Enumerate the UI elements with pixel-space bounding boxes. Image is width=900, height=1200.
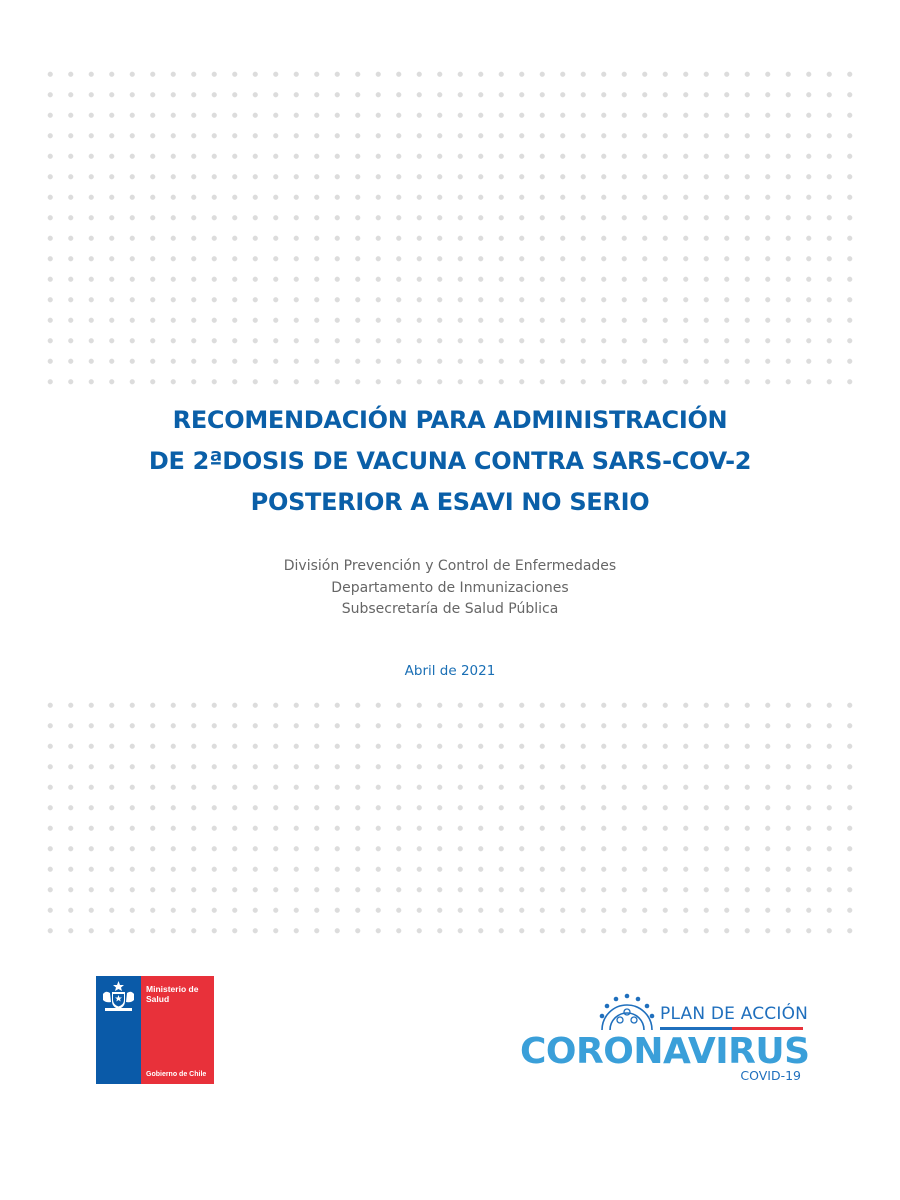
virus-icon bbox=[598, 992, 656, 1032]
government-name: Gobierno de Chile bbox=[146, 1071, 207, 1078]
title-line-1: RECOMENDACIÓN PARA ADMINISTRACIÓN bbox=[172, 406, 728, 434]
campaign-main: CORONAVIRUS bbox=[520, 1031, 810, 1072]
ministry-name: Ministerio de Salud bbox=[146, 984, 199, 1004]
document-title bbox=[0, 400, 900, 523]
title-line-2: DE 2ªDOSIS DE VACUNA CONTRA SARS-COV-2 bbox=[148, 447, 752, 475]
division-text: División Prevención y Control de Enfermedades bbox=[283, 558, 617, 574]
subsecretary-text: Subsecretaría de Salud Pública bbox=[341, 601, 559, 617]
coat-of-arms-icon bbox=[100, 980, 137, 1014]
dot-pattern-bottom bbox=[40, 695, 860, 940]
title-line-3: POSTERIOR A ESAVI NO SERIO bbox=[250, 488, 650, 516]
campaign-label: PLAN DE ACCIÓN bbox=[660, 1004, 809, 1024]
document-authors bbox=[0, 556, 900, 621]
campaign-logo bbox=[520, 992, 810, 1087]
document-date: Abril de 2021 bbox=[404, 663, 496, 679]
dot-pattern-top bbox=[40, 64, 860, 392]
ministry-logo bbox=[96, 976, 214, 1084]
campaign-sub: COVID-19 bbox=[740, 1068, 801, 1083]
department-text: Departamento de Inmunizaciones bbox=[331, 579, 569, 596]
